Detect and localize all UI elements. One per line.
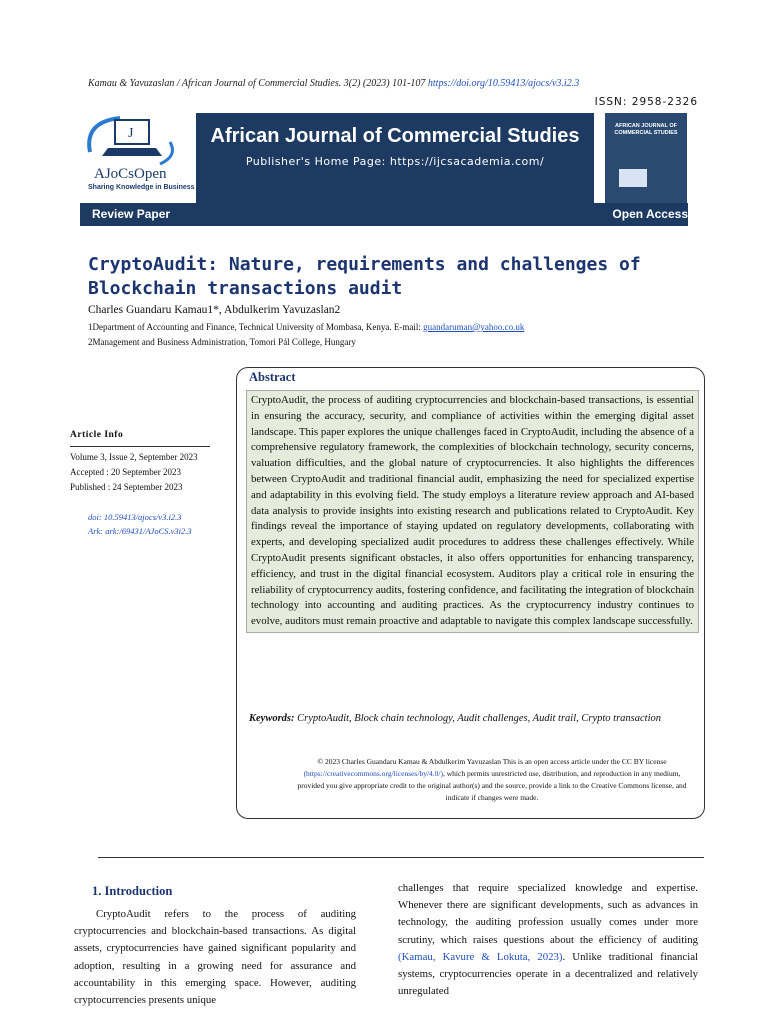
logo-name: AJoCsOpen: [94, 166, 167, 182]
introduction-heading: 1. Introduction: [92, 884, 173, 898]
affiliation-1: [88, 322, 524, 332]
doi-identifier[interactable]: doi: 10.59413/ajocs/v3.i2.3: [88, 512, 182, 522]
journal-title: African Journal of Commercial Studies: [210, 125, 580, 147]
abstract-box: [236, 367, 705, 819]
cover-laptop-icon: [619, 169, 647, 187]
svg-text:J: J: [128, 126, 134, 141]
keywords: [249, 710, 689, 727]
issn: ISSN: 2958-2326: [594, 96, 698, 108]
cover-title: AFRICAN JOURNAL OF COMMERCIAL STUDIES: [614, 123, 678, 136]
volume-info: Volume 3, Issue 2, September 2023: [70, 452, 198, 462]
citation-link[interactable]: (Kamau, Kavure & Lokuta, 2023): [398, 950, 563, 963]
introduction-column-1: CryptoAudit refers to the process of auditing cryptocurrencies and blockchain-based transactions. As digital assets, cryptocurrencies have gained significant popularity and adoption, resulting in a growing need for assurance and accountability in this emerging space. However, auditing cryptocurrencies presents unique: [74, 908, 356, 1007]
article-info: [70, 430, 215, 538]
published-date: Published : 24 September 2023: [70, 482, 183, 492]
author-email-link[interactable]: guandaruman@yahoo.co.uk: [423, 322, 525, 332]
copyright-text-2: , which permits unrestricted use, distribution, and reproduction in any medium, provided you give appropriate credit to the original author(s) and the source, provide a link to the Creative Commons license, and indicate if changes were made.: [297, 769, 687, 802]
keywords-label: Keywords:: [249, 713, 295, 724]
affiliation-1-text: 1Department of Accounting and Finance, Technical University of Mombasa, Kenya. E-mail:: [88, 322, 424, 332]
intro-col2-text-b: . Unlike traditional financial systems, cryptocurrencies operate in a decentralized and relatively unregulated: [398, 950, 698, 998]
ark-identifier[interactable]: Ark: ark:/69431/AJoCS.v3i2.3: [88, 526, 192, 536]
keywords-text: CryptoAudit, Block chain technology, Audit challenges, Audit trail, Crypto transaction: [294, 713, 661, 724]
paper-type-bar: [80, 203, 688, 226]
license-link[interactable]: (https://creativecommons.org/licenses/by/4.0/): [303, 769, 443, 778]
logo-tagline: Sharing Knowledge in Business: [88, 184, 195, 191]
authors: Charles Guandaru Kamau1*, Abdulkerim Yavuzaslan2: [88, 304, 341, 316]
doi-link[interactable]: https://doi.org/10.59413/ajocs/v3.i2.3: [427, 78, 580, 89]
copyright-text-1: © 2023 Charles Guandaru Kamau & Abdulkerim Yavuzaslan This is an open access article under the CC BY license: [317, 757, 667, 766]
accepted-date: Accepted : 20 September 2023: [70, 467, 181, 477]
abstract-heading: Abstract: [249, 370, 296, 384]
article-info-heading: Article Info: [70, 430, 210, 447]
section-divider: [98, 857, 704, 858]
journal-cover: [605, 113, 687, 203]
affiliation-2: 2Management and Business Administration, Tomori Pál College, Hungary: [88, 337, 356, 347]
intro-col2-text-a: challenges that require specialized knowledge and expertise. Whenever there are significant developments, such as advances in technology, the auditing profession usually comes under more scrutiny, which raises questions about the efficiency of auditing: [398, 882, 698, 946]
introduction-column-2: [398, 880, 698, 1000]
citation-text: Kamau & Yavuzaslan / African Journal of Commercial Studies. 3(2) (2023) 101-107: [88, 78, 426, 89]
paper-title: CryptoAudit: Nature, requirements and challenges of Blockchain transactions audit: [88, 254, 641, 299]
review-paper-label: Review Paper: [92, 207, 171, 221]
open-access-label: Open Access: [612, 207, 688, 221]
journal-banner: [196, 113, 594, 203]
running-header: [88, 78, 579, 89]
laptop-j-icon: [80, 112, 185, 172]
publisher-homepage: Publisher's Home Page: https://ijcsacademia.com/: [245, 155, 545, 168]
copyright-notice: [292, 756, 692, 804]
abstract-text: CryptoAudit, the process of auditing cryptocurrencies and blockchain-based transactions, is essential in ensuring the accuracy, security, and compliance of activities within the emerging digital asset landscape. This paper explores the unique challenges faced in CryptoAudit, including the absence of a comprehensive regulatory framework, the complexities of blockchain technology, security concerns, valuation difficulties, and the global nature of cryptocurrencies. It also highlights the differences between CryptoAudit and traditional financial audit, emphasizing the need for specialized expertise and adaptability in this evolving field. The study employs a literature review approach and AI-based data analysis to provide insights into existing research and publications related to CryptoAudit. Key findings reveal the importance of staying updated on regulatory developments, collaborating with experts, and developing specialized audit procedures to address these challenges effectively. While CryptoAudit presents significant obstacles, it also offers opportunities for enhancing transparency, efficiency, and trust in the digital financial ecosystem. Auditors play a critical role in ensuring the reliability of cryptocurrency audits, fostering confidence, and facilitating the integration of blockchain technology into accounting and auditing practices. As the cryptocurrency industry continues to evolve, auditors must remain proactive and adaptable to navigate this complex landscape successfully.: [246, 390, 699, 633]
